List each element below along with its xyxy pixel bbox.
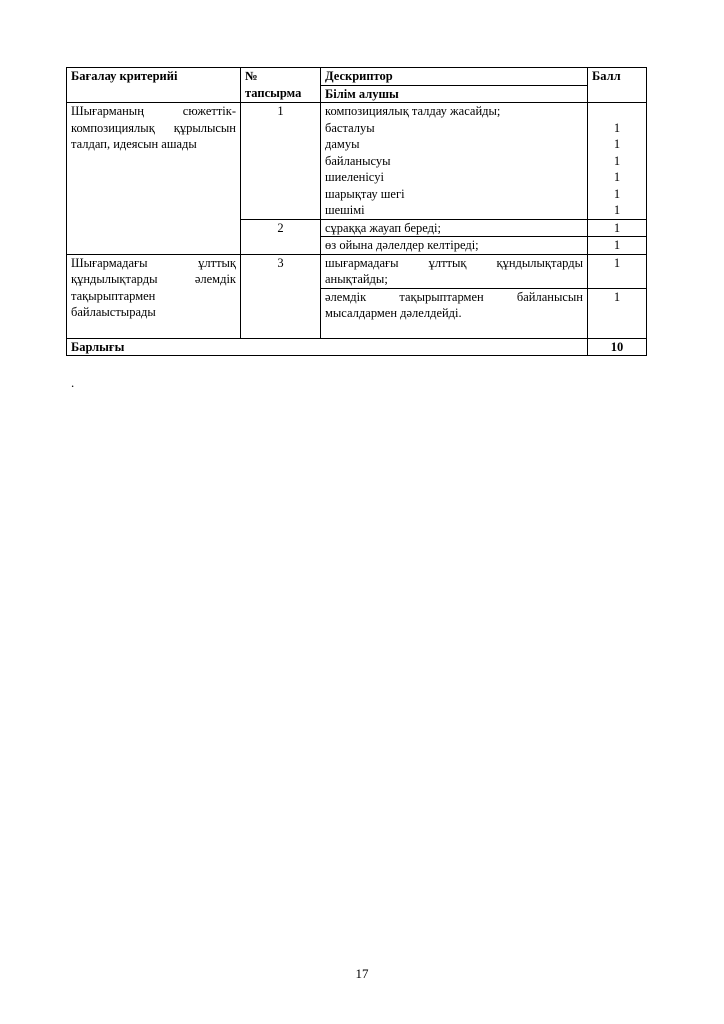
score-value: 1: [613, 120, 621, 135]
header-learner: Білім алушы: [321, 85, 588, 103]
descriptor-item: өз ойына дәлелдер келтіреді;: [321, 237, 588, 255]
header-task-number-line2: тапсырма: [245, 85, 302, 100]
criterion-2: Шығармадағы ұлттық құндылықтарды әлемдік тақырыптармен байлаыстырады: [67, 254, 241, 338]
table-row: [67, 254, 647, 288]
table-row: [67, 103, 647, 220]
score-value: 1: [588, 219, 647, 237]
score-value: 1: [588, 254, 647, 288]
score-value: 1: [613, 137, 621, 151]
descriptor-item: байланысуы: [325, 153, 391, 168]
criterion-1: Шығарманың сюжеттік-композициялық құрылысын талдап, идеясын ашады: [67, 103, 241, 255]
descriptor-item: әлемдік тақырыптармен байланысын мысалдармен дәлелдейді.: [321, 288, 588, 338]
header-score: Балл: [588, 68, 647, 103]
total-label: Барлығы: [67, 338, 588, 356]
total-score: 10: [588, 338, 647, 356]
header-task-number: [241, 68, 321, 103]
assessment-rubric-table: [66, 67, 647, 356]
descriptor-item: сұраққа жауап береді;: [321, 219, 588, 237]
task-number: 1: [241, 103, 321, 220]
score-value: 1: [588, 237, 647, 255]
header-task-number-line1: №: [245, 69, 258, 83]
header-descriptor: Дескриптор: [321, 68, 588, 86]
score-value: 1: [613, 153, 621, 168]
total-row: [67, 338, 647, 356]
descriptor-item: дамуы: [325, 137, 360, 151]
score-value: 1: [613, 170, 621, 184]
descriptor-cell: [321, 103, 588, 220]
descriptor-item: композициялық талдау жасайды;: [325, 104, 501, 118]
descriptor-item: шешімі: [325, 203, 365, 217]
task-number: 3: [241, 254, 321, 338]
header-row: [67, 68, 647, 86]
page-number: 17: [355, 966, 369, 981]
header-criterion: Бағалау критерийі: [67, 68, 241, 103]
descriptor-item: шарықтау шегі: [325, 186, 405, 201]
descriptor-item: шығармадағы ұлттық құндылықтарды анықтайды;: [321, 254, 588, 288]
score-value: [592, 103, 642, 120]
task-number: 2: [241, 219, 321, 254]
score-cell: [588, 103, 647, 220]
score-value: 1: [613, 203, 621, 217]
score-value: 1: [613, 186, 621, 201]
descriptor-item: шиеленісуі: [325, 170, 384, 184]
score-value: 1: [588, 288, 647, 338]
stray-dot: .: [71, 375, 75, 390]
descriptor-item: басталуы: [325, 120, 375, 135]
